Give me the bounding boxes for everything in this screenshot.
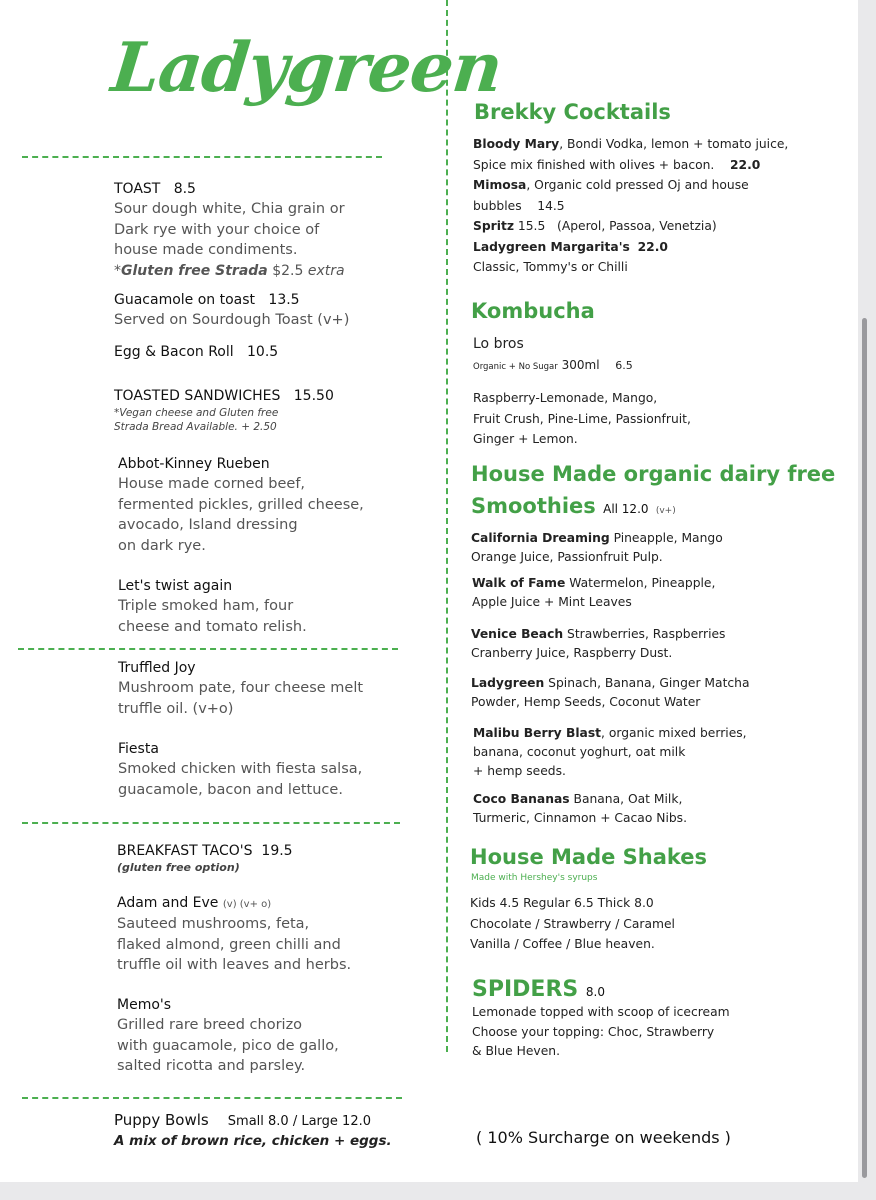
item-desc: Dark rye with your choice of [114,221,320,238]
item-desc: Triple smoked ham, four [118,598,294,614]
item-price: 22.0 [729,157,761,172]
item-desc: house made condiments. [114,242,298,258]
item-title: Adam and Eve [117,895,219,911]
item-desc: cheese and tomato relish. [118,618,307,635]
scrollbar[interactable] [862,318,867,1178]
item-price: 13.5 [268,292,300,308]
smoothie-california: California Dreaming Pineapple, Mango Orange Juice, Passionfruit Pulp. [471,531,723,564]
section-heading-brekky-cocktails: Brekky Cocktails [474,100,671,124]
menu-item-egg-bacon [114,343,434,362]
smoothie-coco-bananas: Coco Bananas Banana, Oat Milk, Turmeric, Cinnamon + Cacao Nibs. [473,792,688,825]
smoothies-tag: (v+) [655,506,676,516]
section-divider [22,1097,402,1099]
section-divider [22,822,400,824]
section-divider [18,648,398,650]
smoothie-malibu: Malibu Berry Blast, organic mixed berries, banana, coconut yoghurt, oat milk + hemp seeds. [473,726,747,778]
cocktail-mimosa: Mimosa, Organic cold pressed Oj and house [473,178,749,192]
item-price: 19.5 [261,843,293,859]
item-desc: Smoked chicken with fiesta salsa, [118,761,363,777]
cocktail-margarita: Ladygreen Margarita's 22.0 [473,239,668,254]
item-price: 15.50 [293,388,334,404]
item-title: Egg & Bacon Roll [114,344,234,360]
item-desc: Served on Sourdough Toast (v+) [114,312,350,328]
item-desc: Grilled rare breed chorizo [117,1017,303,1033]
item-title: TOAST [114,181,161,197]
smoothie-walk-of-fame: Walk of Fame Watermelon, Pineapple, Apple Juice + Mint Leaves [472,576,716,609]
item-title: Truffled Joy [118,660,196,676]
item-desc: A mix of brown rice, chicken + eggs. [114,1133,392,1149]
item-price: 8.5 [173,181,196,197]
menu-item-truffled-joy [118,659,438,719]
item-tags: (v) (v+ o) [222,899,272,910]
item-desc: Sour dough white, Chia grain or [114,201,345,217]
item-title: Memo's [117,997,172,1013]
smoothie-ladygreen: Ladygreen Spinach, Banana, Ginger Matcha Powder, Hemp Seeds, Coconut Water [471,676,750,709]
item-sizes: Small 8.0 / Large 12.0 [227,1114,371,1129]
item-desc: avocado, Island dressing [118,517,298,533]
item-desc: Sauteed mushrooms, feta, [117,916,310,932]
item-title: Fiesta [118,741,159,757]
menu-item-adam-eve [117,894,437,976]
surcharge-note: ( 10% Surcharge on weekends ) [476,1128,731,1147]
kombucha-info: Lo bros Organic + No Sugar 300ml 6.5 [473,334,803,377]
section-divider [22,156,382,158]
section-heading-smoothies-2: Smoothies All 12.0 (v+) [471,494,676,518]
cocktail-bloody-mary: Bloody Mary, Bondi Vodka, lemon + tomato juice, [473,137,789,151]
menu-item-guacamole [114,291,434,331]
item-title: Guacamole on toast [114,292,256,308]
item-title: BREAKFAST TACO'S [117,843,253,859]
item-desc: Mushroom pate, four cheese melt [118,680,364,696]
section-heading-spiders: SPIDERS 8.0 [472,977,605,1002]
item-desc: on dark rye. [118,537,206,554]
menu-item-memos [117,996,437,1077]
menu-item-fiesta [118,740,438,800]
cocktails-list: Bloody Mary, Bondi Vodka, lemon + tomato juice, Spice mix finished with olives + bacon. 22.0 Mimosa, Organic cold pressed Oj and house bubbles 14.5 Spritz 15.5 (Aperol, Passoa, Venetzia) Ladygreen Margarita's 22.0 Classic, Tommy's or Chilli [473,134,803,278]
item-desc: with guacamole, pico de gallo, [117,1037,339,1054]
smoothie-venice-beach: Venice Beach Strawberries, Raspberries Cranberry Juice, Raspberry Dust. [471,627,726,660]
item-desc: salted ricotta and parsley. [117,1058,306,1074]
menu-item-toast [114,180,434,281]
item-desc: fermented pickles, grilled cheese, [118,496,364,513]
section-heading-shakes: House Made Shakes [470,845,708,869]
menu-item-twist [118,577,438,637]
menu-item-toasted-sandwiches [114,387,434,434]
item-desc: truffle oil. (v+o) [118,700,234,717]
spiders-info: Lemonade topped with scoop of icecream Choose your topping: Choc, Strawberry & Blue Heven. [472,1005,730,1058]
item-price: 14.5 [537,198,565,213]
item-note: Strada Bread Available. + 2.50 [114,421,277,433]
logo: Ladygreen [107,28,506,108]
kombucha-brand: Lo bros [473,336,524,352]
item-desc: House made corned beef, [118,476,306,492]
shakes-info: Kids 4.5 Regular 6.5 Thick 8.0 Chocolate / Strawberry / Caramel Vanilla / Coffee / Blue heaven. [470,896,675,951]
item-title: Let's twist again [118,578,233,594]
item-note: *Vegan cheese and Gluten free [114,407,279,419]
item-price: 10.5 [247,344,279,360]
item-title: Abbot-Kinney Rueben [118,456,270,472]
section-heading-kombucha: Kombucha [471,299,595,323]
menu-item-puppy-bowls [114,1111,454,1151]
item-note: (gluten free option) [117,861,240,874]
item-desc: truffle oil with leaves and herbs. [117,957,352,973]
cocktail-spritz: Spritz 15.5 (Aperol, Passoa, Venetzia) [473,219,717,233]
column-divider [446,0,448,1052]
shakes-subtitle: Made with Hershey's syrups [471,873,598,883]
item-title: Puppy Bowls [114,1111,209,1129]
item-desc: guacamole, bacon and lettuce. [118,781,343,798]
item-title: TOASTED SANDWICHES [114,388,281,404]
item-desc: flaked almond, green chilli and [117,936,341,953]
item-note: *Gluten free Strada $2.5 extra [114,262,345,279]
kombucha-flavours: Raspberry-Lemonade, Mango, Fruit Crush, Pine-Lime, Passionfruit, Ginger + Lemon. [473,391,691,446]
section-heading-smoothies: House Made organic dairy free [471,462,836,486]
spiders-price: 8.0 [585,985,605,999]
smoothies-price: All 12.0 [603,502,649,516]
menu-item-abbot-kinney [118,455,438,556]
menu-item-breakfast-tacos [117,842,437,875]
